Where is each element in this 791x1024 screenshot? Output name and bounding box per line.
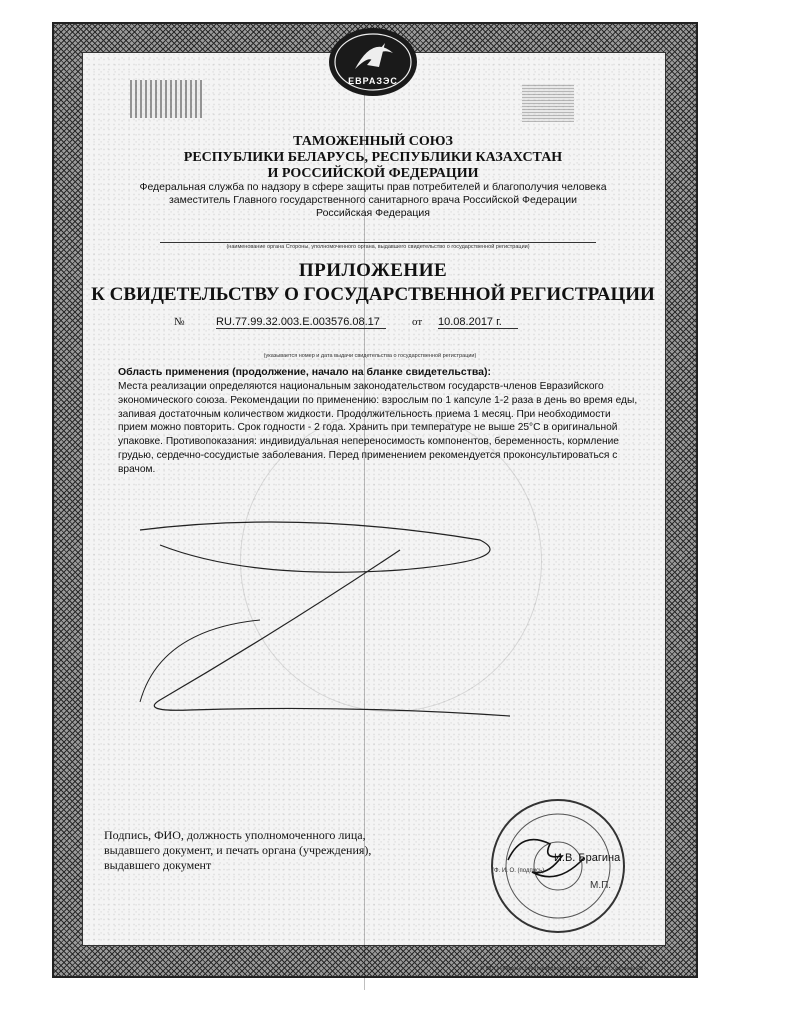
official-seal-stamp — [488, 796, 628, 936]
emblem-label: ЕВРАЗЭС — [348, 76, 398, 86]
scope-text: Места реализации определяются национальным законодательством государств-членов Евразийского экономического союза. Рекомендации по применению: взрослым по 1 капсуле 1-2 раза в день во время еды, запивая достаточным количеством жидкости. Продолжительность приема 1 месяц. При необходимости прием можно повторить. Срок годности - 2 года. Хранить при температуре не выше 25°С в оригинальной упаковке. Противопоказания: индивидуальная непереносимость компонентов, беременность, кормление грудью, сердечно-сосудистые заболевания. Перед применением рекомендуется проконсультироваться с врачом. — [118, 381, 638, 475]
header-official: заместитель Главного государственного санитарного врача Российской Федерации — [168, 194, 578, 206]
header-line-3: И РОССИЙСКОЙ ФЕДЕРАЦИИ — [267, 166, 479, 181]
registration-caption: (указывается номер и дата выдачи свидетельства о государственной регистрации) — [263, 353, 477, 359]
printer-footer: © ООО «Первый печатный двор», г. Москва, 2015 г., уровень «В» — [480, 966, 647, 972]
document-subtitle: К СВИДЕТЕЛЬСТВУ О ГОСУДАРСТВЕННОЙ РЕГИСТРАЦИИ — [91, 284, 655, 305]
date-label: от — [412, 316, 423, 328]
header-country: Российская Федерация — [316, 207, 430, 219]
registration-date: 10.08.2017 г. — [438, 316, 518, 329]
header-agency: Федеральная служба по надзору в сфере защиты прав потребителей и благополучия человека — [139, 181, 607, 193]
document-title: ПРИЛОЖЕНИЕ — [298, 260, 448, 281]
scope-heading: Область применения (продолжение, начало на бланке свидетельства): — [118, 366, 491, 378]
issuer-caption: (наименование органа Стороны, уполномоченного органа, выдавшего свидетельство о государственной регистрации) — [160, 242, 596, 250]
header-line-1: ТАМОЖЕННЫЙ СОЮЗ — [293, 134, 453, 149]
hologram-pattern — [130, 80, 202, 118]
registration-number: RU.77.99.32.003.E.003576.08.17 — [216, 316, 386, 329]
handwritten-scribble — [100, 490, 520, 740]
signer-caption: (Ф. И. О. (подпись) — [492, 868, 545, 874]
signer-name: И.В. Брагина — [554, 852, 621, 864]
security-pattern — [522, 84, 574, 122]
header-line-2: РЕСПУБЛИКИ БЕЛАРУСЬ, РЕСПУБЛИКИ КАЗАХСТАН — [183, 150, 563, 165]
number-label: № — [174, 316, 185, 328]
eurasec-emblem-icon — [327, 25, 419, 99]
signature-caption: Подпись, ФИО, должность уполномоченного лица, выдавшего документ, и печать органа (учреждения), выдавшего документ — [104, 828, 372, 872]
seal-place-label: М.П. — [590, 880, 612, 891]
